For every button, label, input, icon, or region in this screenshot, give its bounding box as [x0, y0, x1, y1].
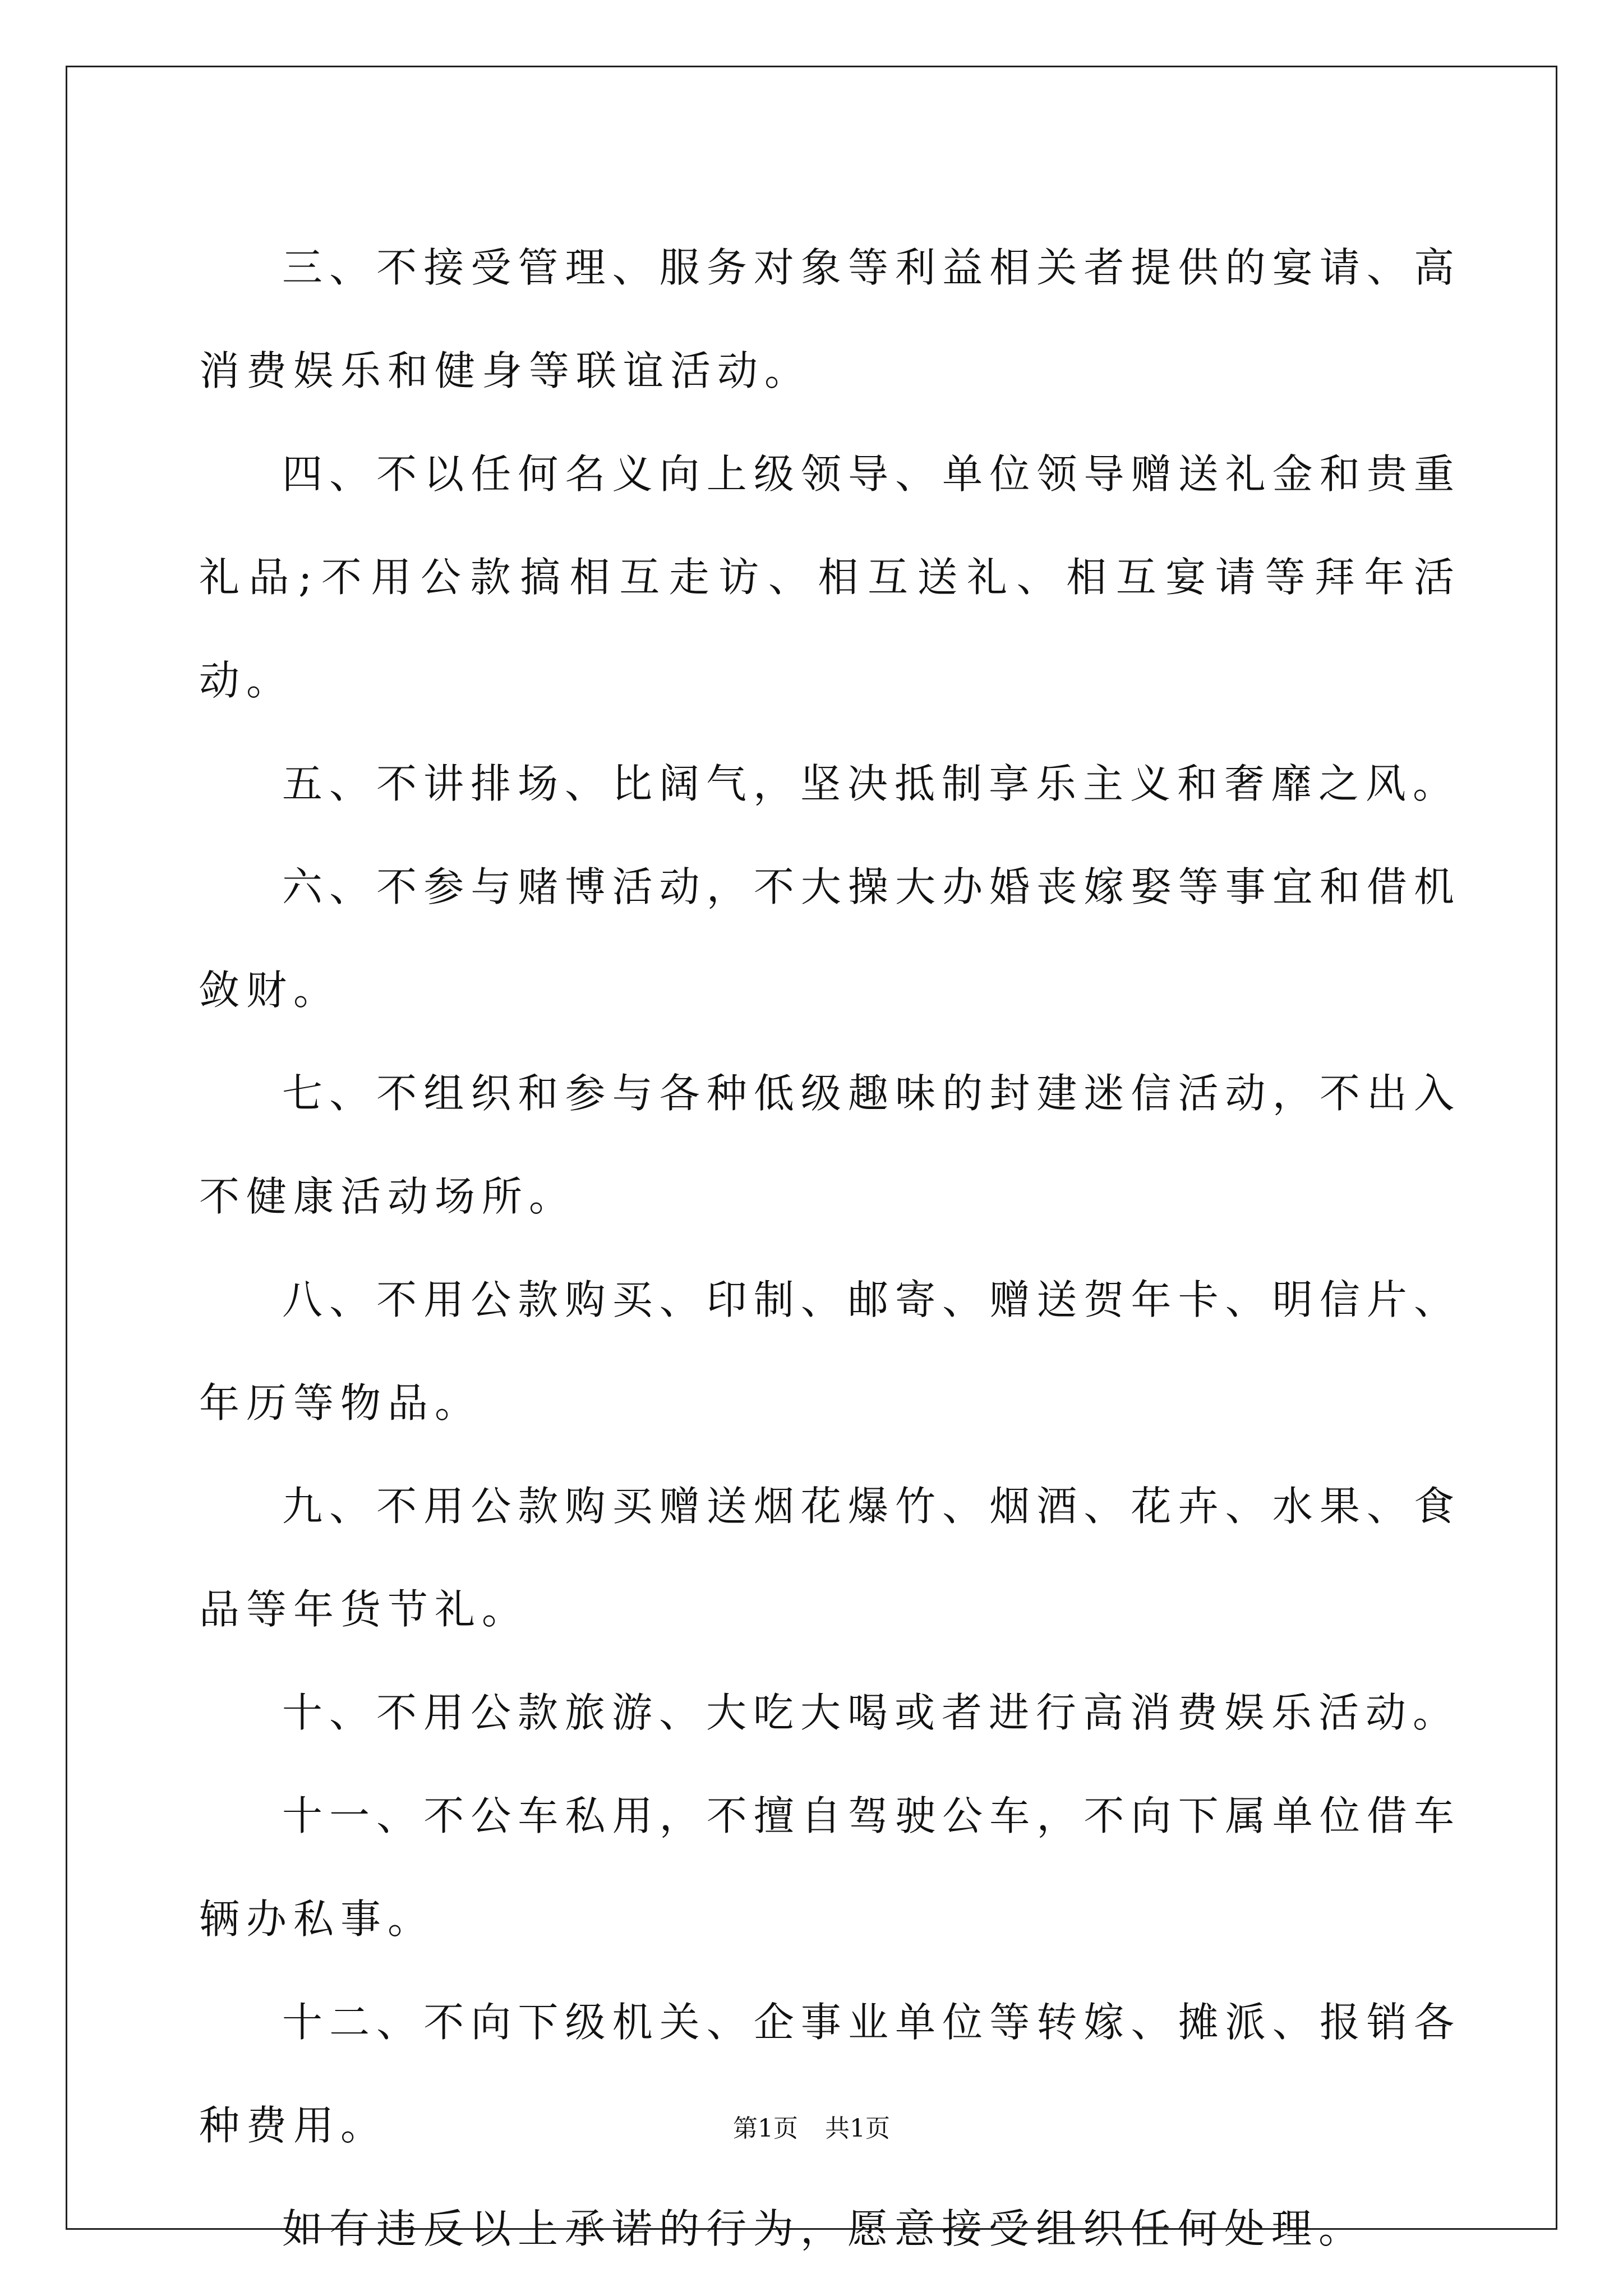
paragraph-11: 十一、不公车私用，不擅自驾驶公车，不向下属单位借车辆办私事。	[199, 1792, 1461, 1943]
paragraph-3: 三、不接受管理、服务对象等利益相关者提供的宴请、高消费娱乐和健身等联谊活动。	[199, 244, 1461, 394]
paragraph-7: 七、不组织和参与各种低级趣味的封建迷信活动，不出入不健康活动场所。	[199, 1070, 1461, 1220]
paragraph-6: 六、不参与赌博活动，不大操大办婚丧嫁娶等事宜和借机敛财。	[199, 863, 1461, 1014]
paragraph-9: 九、不用公款购买赠送烟花爆竹、烟酒、花卉、水果、食品等年货节礼。	[199, 1483, 1461, 1633]
paragraph-8: 八、不用公款购买、印制、邮寄、赠送贺年卡、明信片、年历等物品。	[199, 1276, 1461, 1427]
paragraph-4: 四、不以任何名义向上级领导、单位领导赠送礼金和贵重礼品;不用公款搞相互走访、相互送礼、相互宴请等拜年活动。	[199, 450, 1461, 704]
page-number: 第1页	[733, 2114, 798, 2143]
paragraph-5: 五、不讲排场、比阔气，坚决抵制享乐主义和奢靡之风。	[282, 760, 1460, 807]
page-footer	[0, 2112, 1623, 2146]
document-body	[199, 216, 1461, 2280]
closing-paragraph: 如有违反以上承诺的行为，愿意接受组织任何处理。	[282, 2205, 1366, 2252]
page-total: 共1页	[825, 2114, 890, 2143]
paragraph-10: 十、不用公款旅游、大吃大喝或者进行高消费娱乐活动。	[282, 1689, 1460, 1736]
paragraph-12: 十二、不向下级机关、企事业单位等转嫁、摊派、报销各种费用。	[199, 1999, 1461, 2149]
